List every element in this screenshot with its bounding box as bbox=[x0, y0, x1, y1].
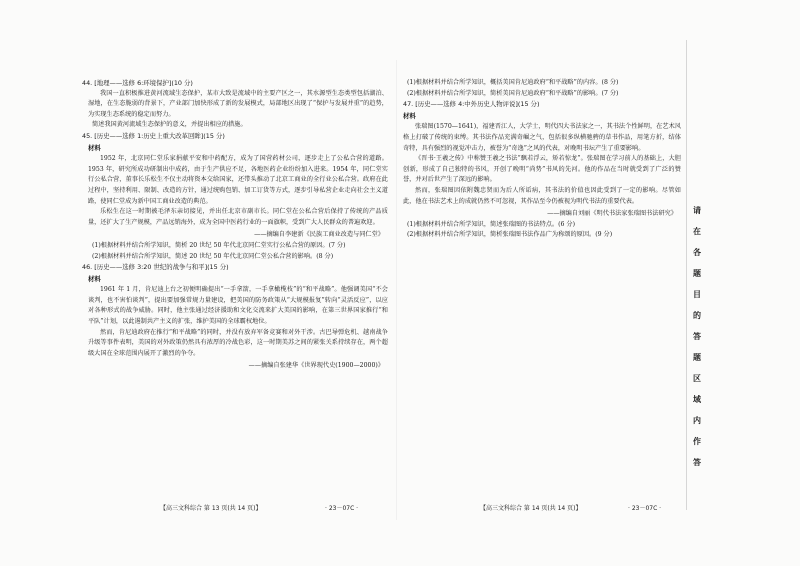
q46-task-2: (2)根据材料并结合所学知识，简析美国肯尼迪政府“和平战略”的影响。(7 分) bbox=[407, 89, 619, 97]
q45-label: 材料 bbox=[88, 143, 101, 152]
q46-task-1: (1)根据材料并结合所学知识，概括美国肯尼迪政府“和平战略”的内容。(8 分) bbox=[407, 79, 619, 86]
q46-header: 46. [历史——选修 3:20 世纪的战争与和平](15 分) bbox=[82, 263, 229, 272]
q45-source: ——摘编自李建新《民族工商业改造与同仁堂》 bbox=[254, 231, 384, 239]
q45-task-1: (1)根据材料并结合所学知识，简析 20 世纪 50 年代北京同仁堂实行公私合营的原因。(7 分) bbox=[92, 241, 346, 249]
q45-paragraph-2: 乐松生在这一时期被毛泽东亲切接见，并出任北京市副市长。同仁堂在公私合营后保持了传统的产品质量，还扩大了生产规模，产品远销海外，成为全国中医药行业的一面旗帜，受到广大人民群众的普遍欢迎。 bbox=[88, 208, 388, 226]
right-footer-code: · 23－07C · bbox=[628, 505, 662, 512]
q45-paragraph-1: 1952 年，北京同仁堂乐家捐献平安和中药配方，成为了国营药材公司，逐步走上了公私合营的道路。1953 年，研究所成功研制出中成药，由于生产供应不足，各地医药企业纷纷加入进来。1954 年，同仁堂实行公私合营，董事长乐松生不仅主动将资本交给国家，还带头推动了北京工商业的全行业公私合营。政府在此过程中，坚持利用、限制、改造的方针，通过统购包销、加工订货等方式，逐步引导私营企业走向社会主义道路，使同仁堂成为新中国工商业改造的典范。 bbox=[88, 155, 388, 205]
q47-header: 47. [历史——选修 4:中外历史人物评说](15 分) bbox=[403, 100, 540, 109]
left-footer-code: · 23－07C · bbox=[325, 505, 359, 512]
q46-paragraph-2: 然而，肯尼迪政府在推行“和平战略”的同时，并没有放弃军备竞赛和对外干涉。古巴导弹危机、越南战争升级等事件表明，美国的对外政策仍然具有浓厚的冷战色彩，这一时期美苏之间的紧张关系持续存在，两个超级大国在全球范围内展开了激烈的争夺。 bbox=[88, 328, 388, 357]
q47-paragraph-2: 《晋书·王羲之传》中称赞王羲之书法“飘若浮云，矫若惊龙”。张瑞图在学习前人的基础上，大胆创新，形成了自己独特的书风，开创了晚明“尚势”书风的先河。他的作品在当时就受到了广泛的赞誉，并对后世产生了深远的影响。 bbox=[403, 155, 681, 184]
binding-margin-text: 请在各题目的答题区域内作答 bbox=[693, 205, 701, 467]
q47-source: ——摘编自刘丽《明代书法家张瑞图书法研究》 bbox=[547, 210, 677, 218]
q47-task-2: (2)根据材料并结合所学知识，简析张瑞图书法作品广为称颂的原因。(9 分) bbox=[407, 231, 613, 239]
q46-source: ——摘编自张建华《世界现代史(1900—2000)》 bbox=[248, 362, 384, 370]
q44-header: 44. [地理——选修 6:环境保护](10 分) bbox=[82, 79, 193, 87]
left-footer-title: 【高三文科综合 第 13 页(共 14 页)】 bbox=[160, 505, 262, 512]
right-footer-title: 【高三文科综合 第 14 页(共 14 页)】 bbox=[480, 505, 582, 512]
q47-paragraph-3: 然而，张瑞图因依附魏忠贤而为后人所诟病，其书法的价值也因此受到了一定的影响。尽管如此，他在书法艺术上的成就仍然不可忽视，其作品至今仍被视为明代书法的重要代表。 bbox=[403, 186, 681, 205]
q46-paragraph-1: 1961 年 1 月，肯尼迪上台之初便明确提出“一手拿箭，一手拿橄榄枝”的“和平战略”。他强调美国“不会谈判，也不害怕谈判”，提出要加强常规力量建设，把美国的防务政策从“大规模报复”转向“灵活反应”，以应对各种形式的战争威胁。同时，他主张通过经济援助和文化交流来扩大美国的影响，在第三世界国家推行“和平队”计划，以此遏制共产主义的扩张，维护美国的全球霸权地位。 bbox=[88, 286, 388, 326]
q47-label: 材料 bbox=[403, 111, 416, 120]
q45-task-2: (2)根据材料并结合所学知识，简述 20 世纪 50 年代北京同仁堂公私合营的影响。(8 分) bbox=[92, 252, 334, 260]
q45-header: 45. [历史——选修 1:历史上重大改革回眸](15 分) bbox=[82, 131, 225, 140]
q46-label: 材料 bbox=[88, 274, 101, 283]
q47-paragraph-1: 张瑞图(1570—1641)，福建晋江人，大学士，明代四大书法家之一，其书法个性鲜明，在艺术风格上打破了传统的束缚。其书法作品充满奇崛之气，包括很多纵横驰骋的草书作品，用笔方折，结体奇特，具有强烈的视觉冲击力，被誉为“奇逸”之风的代表，对晚明书坛产生了重要影响。 bbox=[403, 123, 681, 152]
q44-task: 简述我国黄河流域生态保护的意义，并提出相应的措施。 bbox=[92, 121, 247, 129]
q44-paragraph: 我国一直积极推进黄河流域生态保护，某市大致是流域中的主要产区之一，其水源型生态类型包括湖泊、湿地，在生态脆弱的背景下，产业部门加快形成了新的发展模式，局部地区出现了“保护与发展并重”的趋势，为实现生态系统的稳定而努力。 bbox=[88, 89, 388, 118]
left-page bbox=[82, 78, 388, 372]
page-fold bbox=[396, 60, 397, 520]
right-page bbox=[403, 78, 681, 241]
q47-task-1: (1)根据材料并结合所学知识，简述张瑞图的书法特点。(6 分) bbox=[407, 220, 575, 228]
